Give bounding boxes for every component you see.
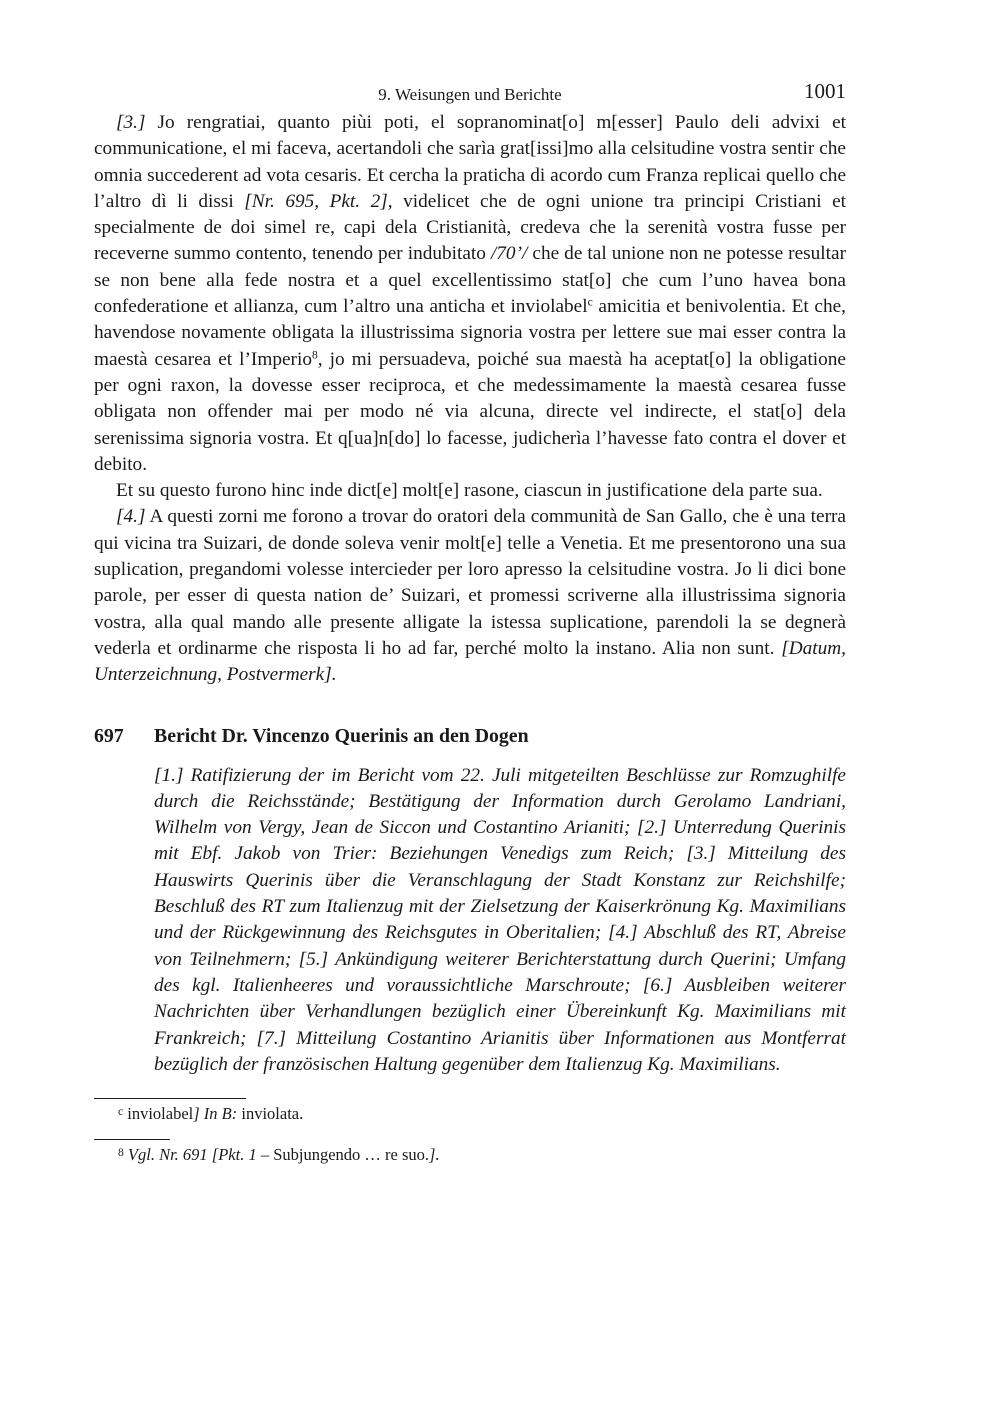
footnote-mark-8[interactable]: 8: [311, 348, 318, 362]
footnote-8-mark: 8: [118, 1147, 124, 1160]
folio-marker: /70’/: [490, 243, 528, 265]
document-title: Bericht Dr. Vincenzo Querinis an den Dogen: [154, 724, 529, 747]
footnote-quote: – Subjungendo … re suo.: [260, 1145, 430, 1165]
footnote-lemma: inviolabel: [123, 1104, 194, 1124]
editorial-note: [Datum, Unterzeichnung, Postvermerk].: [94, 637, 846, 686]
section-label: [3.]: [116, 112, 146, 133]
page-number: 1001: [804, 79, 846, 103]
footnote-rule-secondary: [94, 1139, 170, 1140]
spacer: [94, 689, 846, 715]
footnote-text: inviolata.: [237, 1104, 304, 1124]
text-segment: che de tal unione non ne potesse resultar se non bene alla fede nostra et a quel excellentissimo stat[o] che cum l’uno havea bona confederatione et allianza, cum l’altro una anticha et inviolabel: [94, 243, 847, 318]
footnote-separator: ] In B:: [193, 1104, 238, 1124]
running-header: [94, 78, 846, 108]
text-segment: amicitia et benivolentia. Et che, havendose novamente obligata la illustrissima signoria vostra per lettere sue mai esser contra la maestà cesarea et l’Imperio: [94, 296, 846, 370]
paragraph-4: [94, 504, 846, 688]
text-segment: Jo rengratiai, quanto piùi poti, el sopranominat[o] m[esser] Paulo deli advixi et communicatione, el mi faceva, acertandoli che sarìa grat[issi]mo alla celsitudine vostra sentir che omnia succederent ad vota cesaris. Et cercha la praticha di acordo cum Franza replicai quello che l’altro dì li dissi: [94, 112, 846, 212]
footnote-c-mark: c: [118, 1106, 124, 1119]
footnote-end: ].: [429, 1145, 440, 1165]
running-title: 9. Weisungen und Berichte: [378, 85, 562, 104]
footnote-rule: [94, 1098, 246, 1099]
footnote-8: [94, 1144, 846, 1166]
cross-reference: [Nr. 695, Pkt. 2]: [244, 190, 388, 212]
paragraph-3: [94, 110, 846, 478]
footnote-c: [94, 1103, 846, 1125]
section-label: [4.]: [116, 506, 146, 528]
footnote-ref: Vgl. Nr. 691 [Pkt. 1: [123, 1145, 261, 1165]
page-content: [94, 78, 846, 1166]
document-number: 697: [94, 724, 124, 747]
text-segment: A questi zorni me forono a trovar do oratori dela communità de San Gallo, che è una terra qui vicina tra Suizari, de donde soleva venir molt[e] telle a Venetia. Et me presentorono una sua suplication, pregandomi volesse intercieder per loro apresso la celsitudine vostra. Jo li dici bone parole, per esser di questa nation de’ Suizari, et promessi scriverne alla illustrissima signoria vostra, alla qual mando alle presente alligate la istessa suplicatione, parendoli la se degnerà vederla et ordinarme che risposta li ho ad far, perché molto la instano. Alia non sunt.: [94, 506, 846, 659]
footnote-mark-c[interactable]: c: [587, 295, 593, 309]
paragraph-continuation: Et su questo furono hinc inde dict[e] molt[e] rasone, ciascun in justificatione dela parte sua.: [116, 480, 823, 502]
document-heading: [94, 723, 846, 749]
text-segment: , videlicet che de ogni unione tra principi Cristiani et specialmente de doi simel re, capi dela Cristianità, credeva che la serenità vostra fusse per receverne summo contento, tenendo per indubitato: [94, 190, 846, 265]
regest-summary: [1.] Ratifizierung der im Bericht vom 22. Juli mitgeteilten Beschlüsse zur Romzughilfe durch die Reichsstände; Bestätigung der Information durch Gerolamo Landriani, Wilhelm von Vergy, Jean de Siccon und Costantino Arianiti; [2.] Unterredung Querinis mit Ebf. Jakob von Trier: Beziehungen Venedigs zum Reich; [3.] Mitteilung des Hauswirts Querinis über die Veranschlagung der Stadt Konstanz zur Reichshilfe; Beschluß des RT zum Italienzug mit der Zielsetzung der Kaiserkrönung Kg. Maximilians und der Rückgewinnung des Reichsgutes in Oberitalien; [4.] Abschluß des RT, Abreise von Teilnehmern; [5.] Ankündigung weiterer Berichterstattung durch Querini; Umfang des kgl. Italienheeres und voraussichtliche Marschroute; [6.] Ausbleiben weiterer Nachrichten über Verhandlungen bezüglich einer Übereinkunft Kg. Maximilians mit Frankreich; [7.] Mitteilung Costantino Arianitis über Informationen aus Montferrat bezüglich der französischen Haltung gegenüber dem Italienzug Kg. Maximilians.: [154, 764, 846, 1075]
text-segment: , jo mi persuadeva, poiché sua maestà ha aceptat[o] la obligatione per ogni raxon, la dovesse esser reciproca, et che medessimamente la maestà cesarea fusse obligata non offender mai per modo né via alcuna, directe vel indirecte, el stat[o] dela serenissima signoria vostra. Et q[ua]n[do] lo facesse, judicherìa l’havesse fato contra el dover et debito.: [94, 348, 846, 475]
